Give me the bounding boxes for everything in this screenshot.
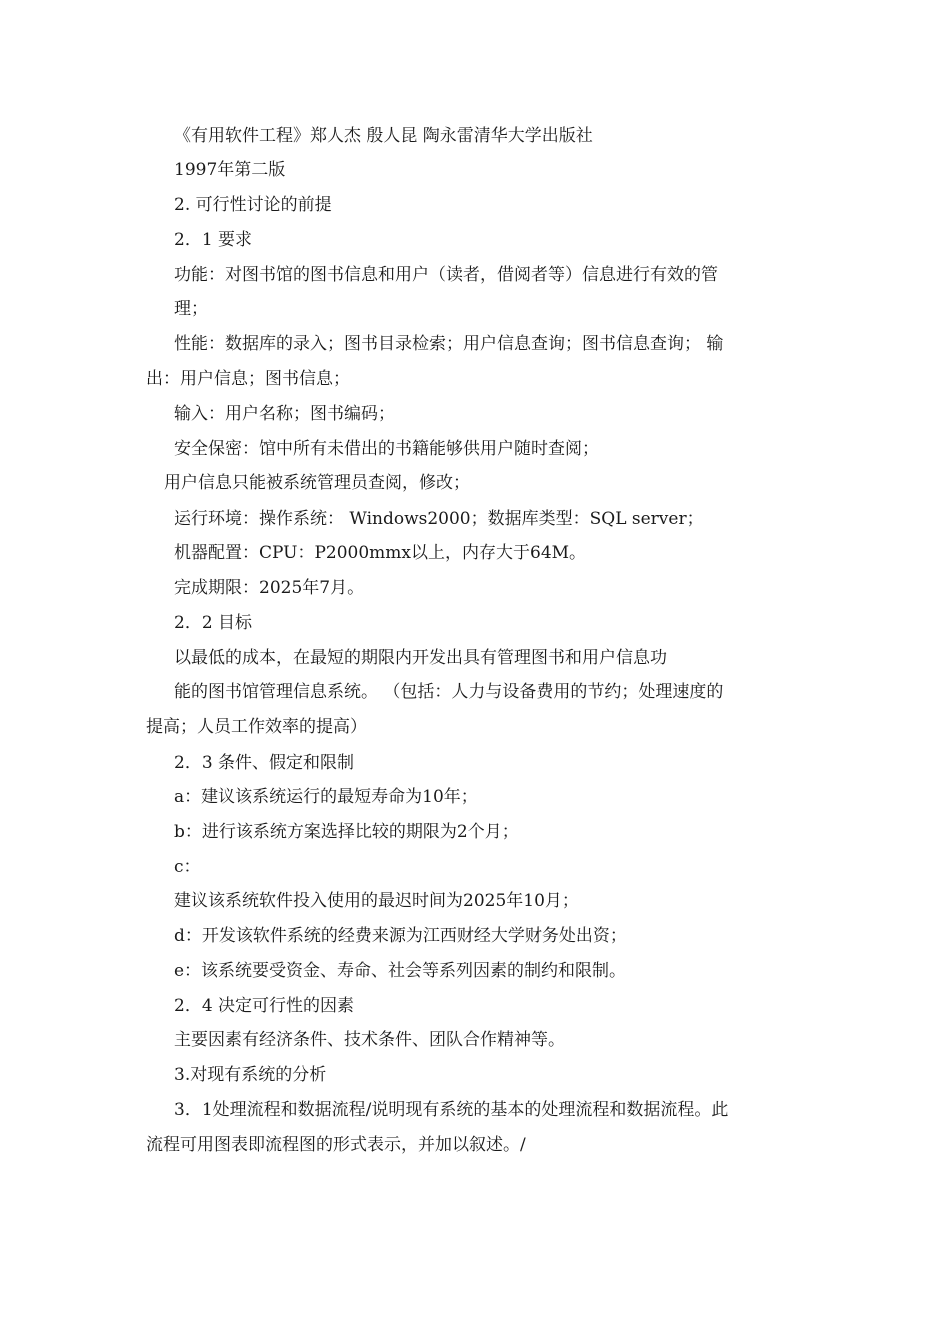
paragraph-line: 完成期限：2025年7月。 bbox=[174, 578, 365, 598]
paragraph-line: 主要因素有经济条件、技术条件、团队合作精神等。 bbox=[174, 1030, 565, 1050]
paragraph-line: 输入：用户名称；图书编码； bbox=[174, 404, 395, 424]
paragraph-line: 理； bbox=[174, 299, 208, 319]
paragraph-line: 运行环境：操作系统： Windows2000；数据库类型：SQL server； bbox=[174, 509, 704, 529]
subsection-heading-2-3: 2．3 条件、假定和限制 bbox=[174, 753, 355, 773]
paragraph-line: 以最低的成本，在最短的期限内开发出具有管理图书和用户信息功 bbox=[174, 648, 667, 668]
section-heading-2: 2. 可行性讨论的前提 bbox=[174, 195, 332, 215]
list-item: b：进行该系统方案选择比较的期限为2个月； bbox=[174, 822, 519, 842]
paragraph-line: 功能：对图书馆的图书信息和用户（读者，借阅者等）信息进行有效的管 bbox=[174, 265, 718, 285]
paragraph-line: 机器配置：CPU：P2000mmx以上，内存大于64M。 bbox=[174, 543, 587, 563]
list-item: e：该系统要受资金、寿命、社会等系列因素的制约和限制。 bbox=[174, 961, 627, 981]
subsection-heading-3-1: 3．1处理流程和数据流程/说明现有系统的基本的处理流程和数据流程。此 bbox=[174, 1100, 729, 1120]
paragraph-line: 用户信息只能被系统管理员查阅，修改； bbox=[164, 473, 470, 493]
paragraph-line: 性能：数据库的录入；图书目录检索；用户信息查询；图书信息查询； 输 bbox=[174, 334, 724, 354]
list-item: c： bbox=[174, 857, 201, 877]
paragraph-line: 出：用户信息；图书信息； bbox=[146, 369, 350, 389]
subsection-heading-2-4: 2．4 决定可行性的因素 bbox=[174, 996, 355, 1016]
paragraph-line: 建议该系统软件投入使用的最迟时间为2025年10月； bbox=[174, 891, 579, 911]
subsection-heading-2-1: 2．1 要求 bbox=[174, 230, 253, 250]
list-item: d：开发该软件系统的经费来源为江西财经大学财务处出资； bbox=[174, 926, 627, 946]
subsection-heading-2-2: 2．2 目标 bbox=[174, 613, 253, 633]
paragraph-line: 安全保密：馆中所有未借出的书籍能够供用户随时查阅； bbox=[174, 439, 599, 459]
section-heading-3: 3.对现有系统的分析 bbox=[174, 1065, 327, 1085]
list-item: a：建议该系统运行的最短寿命为10年； bbox=[174, 787, 478, 807]
paragraph-line: 提高；人员工作效率的提高） bbox=[146, 717, 367, 737]
reference-edition-line: 1997年第二版 bbox=[174, 160, 286, 180]
paragraph-line: 能的图书馆管理信息系统。 （包括：人力与设备费用的节约；处理速度的 bbox=[174, 682, 724, 702]
reference-line: 《有用软件工程》郑人杰 殷人昆 陶永雷清华大学出版社 bbox=[174, 126, 593, 146]
paragraph-line: 流程可用图表即流程图的形式表示，并加以叙述。/ bbox=[146, 1135, 526, 1155]
